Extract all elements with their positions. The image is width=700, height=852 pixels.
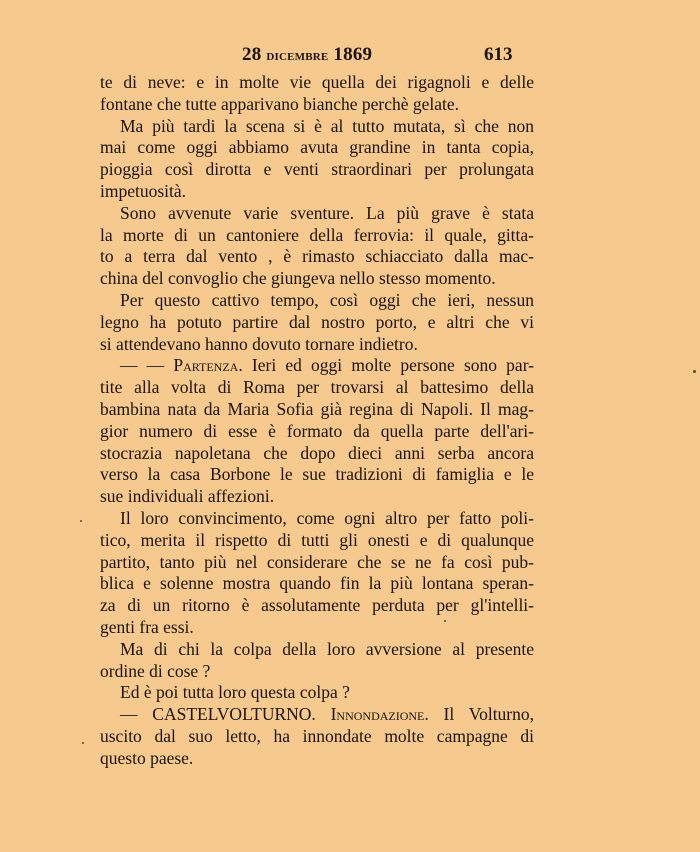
running-header xyxy=(0,44,700,68)
margin-speck xyxy=(80,520,82,522)
text-line: legno ha potuto partire dal nostro porto, e altri che vi xyxy=(100,311,534,332)
paragraph-question-1 xyxy=(100,639,534,683)
text-line: mai come oggi abbiamo avuta grandine in tanta copia, xyxy=(100,137,534,158)
text-line: za di un ritorno è assolutamente perduta per gl'intelli- xyxy=(100,595,534,616)
text-line: to a terra dal vento , è rimasto schiacciato dalla mac- xyxy=(100,246,534,267)
text-line: Ma più tardi la scena si è al tutto mutata, sì che non xyxy=(120,115,534,136)
text-line: ordine di cose ? xyxy=(100,660,211,681)
header-month: dicembre xyxy=(266,48,329,64)
section-heading-innondazione: Innondazione. xyxy=(330,704,429,725)
header-year: 1869 xyxy=(333,44,373,65)
text-line: gior numero di esse è formato da quella parte dell'ari- xyxy=(100,420,534,441)
margin-speck xyxy=(444,620,446,622)
text-line: fontane che tutte apparivano bianche perchè gelate. xyxy=(100,93,460,114)
margin-speck xyxy=(693,370,696,373)
article-body xyxy=(100,72,534,770)
text-line: Ed è poi tutta loro questa colpa ? xyxy=(120,682,350,703)
text-line: Sono avvenute varie sventure. La più grave è stata xyxy=(120,202,534,223)
header-day: 28 xyxy=(242,44,262,65)
text-line: si attendevano hanno dovuto tornare indietro. xyxy=(100,333,418,354)
paragraph-continuation xyxy=(100,72,534,116)
header-date xyxy=(242,44,372,66)
text-line: genti fra essi. xyxy=(100,616,194,637)
text-line: pioggia così dirotta e venti straordinari per prolungata xyxy=(100,159,534,180)
section-heading-partenza: Partenza. xyxy=(173,355,243,376)
text-line: bambina nata da Maria Sofia già regina di Napoli. Il mag- xyxy=(100,398,534,419)
paragraph-question-2 xyxy=(100,682,534,704)
text-line: china del convoglio che giungeva nello stesso momento. xyxy=(100,268,496,289)
paragraph-storm xyxy=(100,116,534,203)
text-line: blica e solenne mostra quando fin la più lontana speran- xyxy=(100,573,534,594)
paragraph-conviction xyxy=(100,508,534,639)
text-line: partito, tanto più nel considerare che se ne fa così pub- xyxy=(100,551,534,572)
text-line: Ma di chi la colpa della loro avversione al presente xyxy=(120,638,534,659)
text-line: Il loro convincimento, come ogni altro per fatto poli- xyxy=(120,507,534,528)
text-line: questo paese. xyxy=(100,747,194,768)
text-line: — — Partenza. Ieri ed oggi molte persone sono par- xyxy=(120,355,534,376)
text-line: impetuosità. xyxy=(100,180,187,201)
text-line: — CASTELVOLTURNO. Innondazione. Il Volturno, xyxy=(120,704,535,725)
text-line: sue individuali affezioni. xyxy=(100,486,275,507)
text-line: stocrazia napoletana che dopo dieci anni serba ancora xyxy=(100,442,534,463)
page-number: 613 xyxy=(484,44,513,65)
paragraph-misfortunes xyxy=(100,203,534,290)
text-fragment: Ieri ed oggi molte persone sono par- xyxy=(251,355,534,376)
text-line: tite alla volta di Roma per trovarsi al battesimo della xyxy=(100,377,534,398)
text-line: verso la casa Borbone le sue tradizioni di famiglia e le xyxy=(100,464,534,485)
text-fragment: Il Volturno, xyxy=(443,704,535,725)
place-name: CASTELVOLTURNO. xyxy=(152,704,316,725)
text-line: uscito dal suo letto, ha innondate molte campagne di xyxy=(100,725,534,746)
paragraph-port xyxy=(100,290,534,355)
paragraph-partenza xyxy=(100,355,534,508)
text-line: la morte di un cantoniere della ferrovia: il quale, gitta- xyxy=(100,224,534,245)
paragraph-castelvolturno xyxy=(100,704,534,769)
text-line: Per questo cattivo tempo, così oggi che ieri, nessun xyxy=(120,289,534,310)
text-line: tico, merita il rispetto di tutti gli onesti e di qualunque xyxy=(100,529,534,550)
margin-speck xyxy=(82,742,84,744)
text-line: te di neve: e in molte vie quella dei rigagnoli e delle xyxy=(100,72,534,92)
